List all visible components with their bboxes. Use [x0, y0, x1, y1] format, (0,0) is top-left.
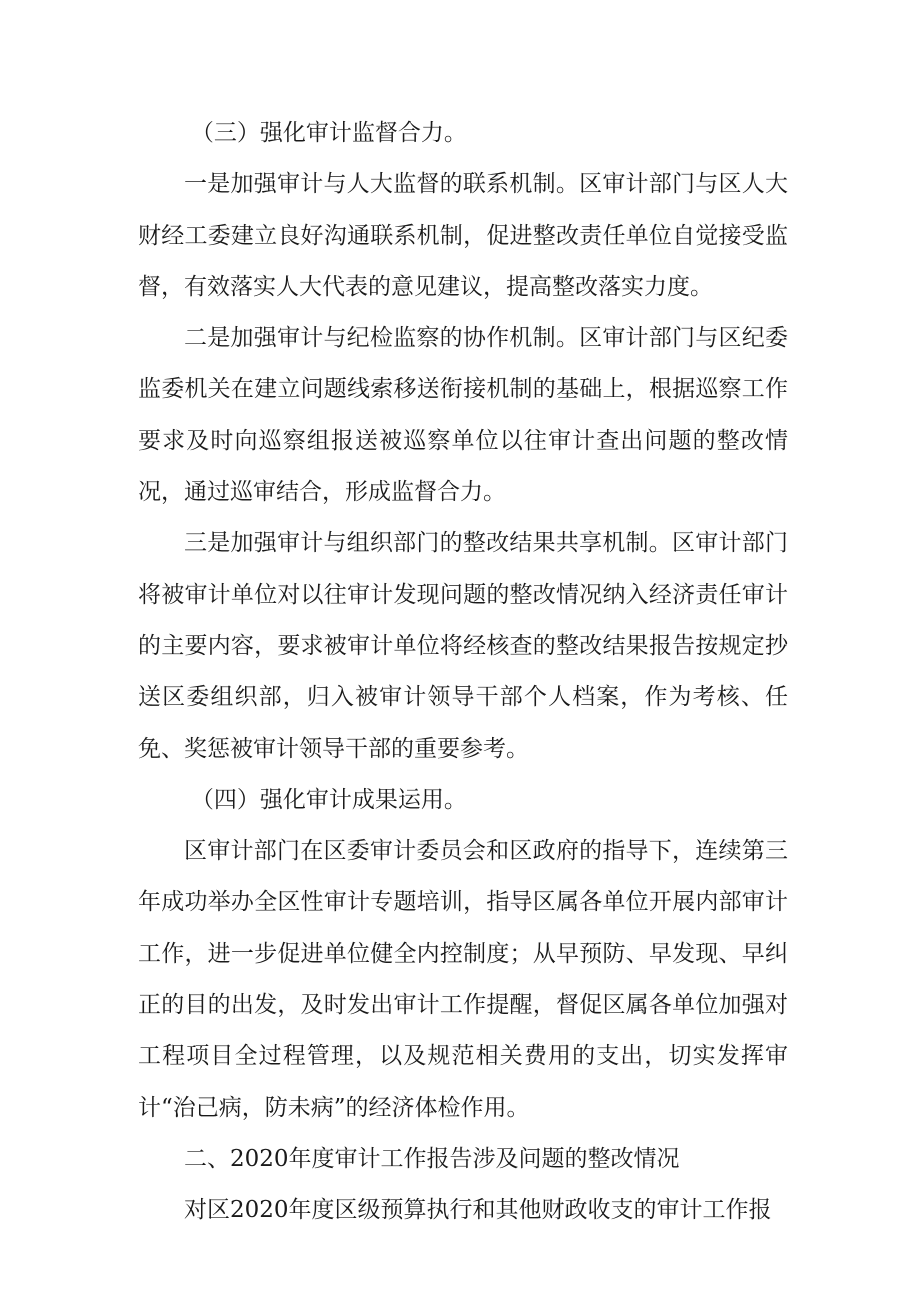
section-heading-3: （三）强化审计监督合力。 — [190, 120, 467, 146]
paragraph-organization-department: 三是加强审计与组织部门的整改结果共享机制。区审计部门将被审计单位对以往审计发现问题的整改情况纳入经济责任审计的主要内容，要求被审计单位将经核查的整改结果报告按规定抄送区委组织部，归入被审计领导干部个人档案，作为考核、任免、奖惩被审计领导干部的重要参考。 — [138, 530, 788, 762]
paragraph-discipline-inspection: 二是加强审计与纪检监察的协作机制。区审计部门与区纪委监委机关在建立问题线索移送衔接机制的基础上，根据巡察工作要求及时向巡察组报送被巡察单位以往审计查出问题的整改情况，通过巡审结合，形成监督合力。 — [138, 325, 788, 506]
section-heading-4: （四）强化审计成果运用。 — [190, 786, 467, 813]
paragraph-audit-results: 区审计部门在区委审计委员会和区政府的指导下，连续第三年成功举办全区性审计专题培训，指导区属各单位开展内部审计工作，进一步促进单位健全内控制度；从早预防、早发现、早纠正的目的出发，及时发出审计工作提醒，督促区属各单位加强对工程项目全过程管理，以及规范相关费用的支出，切实发挥审计“治己病，防未病”的经济体检作用。 — [138, 838, 788, 1121]
paragraph-npc-supervision: 一是加强审计与人大监督的联系机制。区审计部门与区人大财经工委建立良好沟通联系机制，促进整改责任单位自觉接受监督，有效落实人大代表的意见建议，提高整改落实力度。 — [138, 171, 788, 300]
section-heading-2020-rectification: 二、2020年度审计工作报告涉及问题的整改情况 — [184, 1145, 680, 1172]
document-body — [138, 108, 788, 1237]
paragraph-2020-budget-audit: 对区2020年度区级预算执行和其他财政收支的审计工作报 — [184, 1197, 772, 1224]
